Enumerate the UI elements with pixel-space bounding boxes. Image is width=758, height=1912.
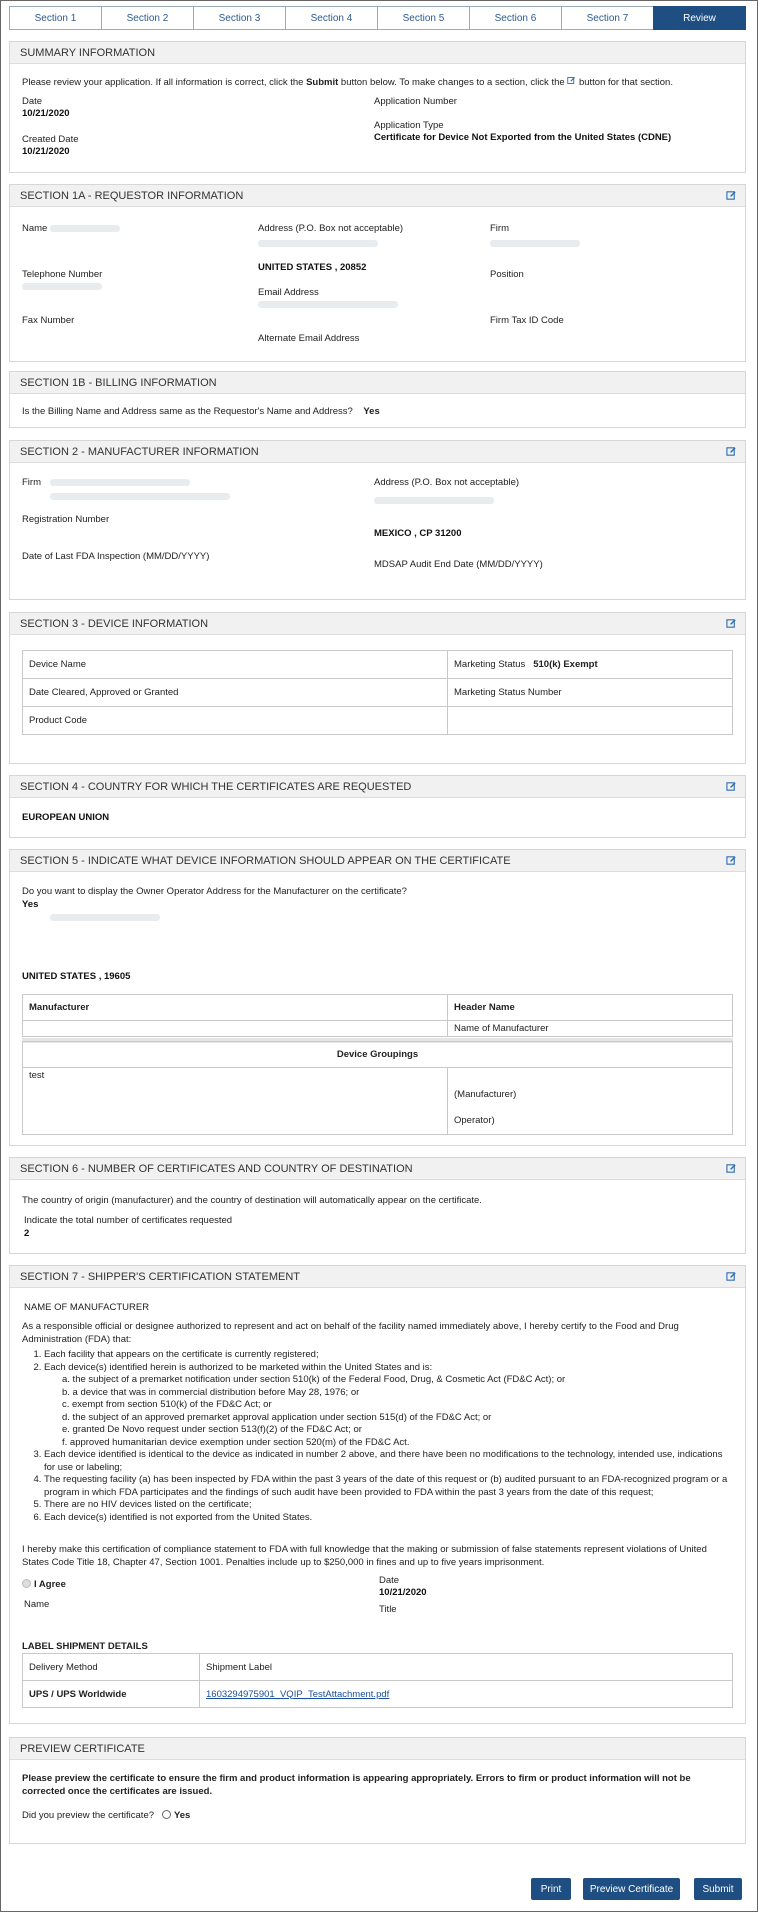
list-item: 4. The requesting facility (a) has been inspected by FDA within the past 3 years of the date of this request or (b) audited pursuant to an FDA-recognized program or a program in which FDA participates and the findings of such audit have been provided to FDA within the past 3 years from the date of this request; [44, 1474, 734, 1499]
date-value: 10/21/2020 [22, 108, 70, 119]
address-label: Address (P.O. Box not acceptable) [374, 477, 520, 488]
operator-label: Operator) [454, 1115, 495, 1126]
created-date-value: 10/21/2020 [22, 146, 70, 157]
shipment-label-header: Shipment Label [200, 1654, 733, 1681]
marketing-status-value: 510(k) Exempt [533, 659, 598, 670]
section-7-panel [9, 1265, 746, 1724]
requestor-location: UNITED STATES , 20852 [258, 262, 367, 273]
sublist [44, 1374, 734, 1449]
print-button[interactable]: Print [531, 1878, 571, 1900]
list-item: 3. Each device identified is identical to the device as indicated in number 2 above, and there have been no modifications to the technology, intended use, indications for use or labeling; [44, 1449, 734, 1474]
country-value: EUROPEAN UNION [22, 812, 110, 823]
certificate-count-label: Indicate the total number of certificates requested [24, 1215, 233, 1226]
preview-yes-radio[interactable] [162, 1810, 171, 1819]
list-item: 6. Each device(s) identified is not exported from the United States. [44, 1512, 734, 1525]
section-1b-title: SECTION 1B - BILLING INFORMATION [10, 372, 745, 394]
manufacturer-header: Manufacturer [23, 995, 448, 1021]
empty-cell [23, 1021, 448, 1037]
section-1a-panel [9, 184, 746, 362]
edit-icon[interactable] [726, 855, 737, 866]
section-6-title: SECTION 6 - NUMBER OF CERTIFICATES AND COUNTRY OF DESTINATION [20, 1162, 413, 1175]
date-cleared-label: Date Cleared, Approved or Granted [23, 679, 448, 707]
section-tabs [9, 6, 746, 30]
tab-section-1[interactable]: Section 1 [9, 6, 101, 30]
table-row [23, 1042, 733, 1068]
group-value: test [23, 1068, 448, 1135]
address-label: Address (P.O. Box not acceptable) [258, 223, 404, 234]
intro-text-a: Please review your application. If all information is correct, click the [22, 77, 307, 88]
preview-panel [9, 1737, 746, 1844]
shipment-table [22, 1653, 733, 1708]
redacted-value [258, 301, 398, 308]
edit-icon[interactable] [726, 1163, 737, 1174]
application-type-label: Application Type [374, 120, 444, 131]
owner-operator-question: Do you want to display the Owner Operator Address for the Manufacturer on the certificate? [22, 886, 407, 897]
edit-icon[interactable] [726, 781, 737, 792]
edit-icon[interactable] [726, 1271, 737, 1282]
title-label: Title [379, 1604, 397, 1615]
table-row [23, 707, 733, 735]
delivery-method-header: Delivery Method [23, 1654, 200, 1681]
submit-button[interactable]: Submit [694, 1878, 742, 1900]
edit-icon[interactable] [726, 446, 737, 457]
alternate-email-label: Alternate Email Address [258, 333, 360, 344]
section-7-title: SECTION 7 - SHIPPER'S CERTIFICATION STATEMENT [20, 1270, 300, 1283]
owner-operator-answer: Yes [22, 899, 39, 910]
preview-yes-label: Yes [173, 1810, 191, 1821]
redacted-value [22, 283, 102, 290]
certification-list [22, 1349, 734, 1524]
tab-section-6[interactable]: Section 6 [469, 6, 561, 30]
section-4-panel [9, 775, 746, 838]
redacted-value [50, 493, 230, 500]
section-2-title: SECTION 2 - MANUFACTURER INFORMATION [20, 445, 259, 458]
table-row [23, 1021, 733, 1037]
date-value: 10/21/2020 [379, 1587, 427, 1598]
redacted-value [50, 914, 160, 921]
group-header-cell [448, 1068, 733, 1135]
date-label: Date [22, 96, 43, 107]
table-row [23, 995, 733, 1021]
redacted-value [50, 479, 190, 486]
table-row [23, 1681, 733, 1708]
tab-section-4[interactable]: Section 4 [285, 6, 377, 30]
sublist-item: c. exempt from section 510(k) of the FD&C Act; or [62, 1399, 272, 1410]
shipment-label-cell [200, 1681, 733, 1708]
agree-label: I Agree [34, 1579, 66, 1590]
certification-statement: I hereby make this certification of compliance statement to FDA with full knowledge that the making or submission of false statements represent violations of United States Code Title 18, Chapter 47, Section 1001. Penalties include up to $250,000 in fines and up to five years imprisonment. [22, 1544, 707, 1568]
manufacturer-paren: (Manufacturer) [454, 1089, 517, 1100]
intro-text-d: button for that section. [576, 77, 673, 88]
device-groupings-table [22, 1041, 733, 1135]
registration-number-label: Registration Number [22, 514, 110, 525]
date-label: Date [379, 1575, 400, 1586]
billing-question-text: Is the Billing Name and Address same as the Requestor's Name and Address? [22, 406, 353, 417]
preview-title: PREVIEW CERTIFICATE [10, 1738, 745, 1760]
header-name-header: Header Name [448, 995, 733, 1021]
list-item [44, 1362, 734, 1450]
preview-warning: Please preview the certificate to ensure the firm and product information is appearing appropriately. Errors to firm or product information will not be corrected once the certificates are issued. [22, 1773, 691, 1797]
section-2-panel [9, 440, 746, 600]
email-label: Email Address [258, 287, 319, 298]
sublist-item: a. the subject of a premarket notification under section 510(k) of the Federal Food, Drug, & Cosmetic Act (FD&C Act); or [62, 1374, 566, 1385]
owner-operator-location: UNITED STATES , 19605 [22, 971, 131, 982]
empty-cell [448, 707, 733, 735]
device-groupings-header: Device Groupings [23, 1042, 733, 1068]
billing-question [22, 406, 380, 419]
tab-section-2[interactable]: Section 2 [101, 6, 193, 30]
preview-certificate-button[interactable]: Preview Certificate [583, 1878, 680, 1900]
last-inspection-label: Date of Last FDA Inspection (MM/DD/YYYY) [22, 551, 210, 562]
edit-icon[interactable] [726, 618, 737, 629]
section-3-title: SECTION 3 - DEVICE INFORMATION [20, 617, 209, 630]
summary-intro [22, 76, 673, 90]
application-type-value: Certificate for Device Not Exported from the United States (CDNE) [374, 132, 672, 143]
marketing-status-number-label: Marketing Status Number [448, 679, 733, 707]
agree-option[interactable] [22, 1579, 66, 1590]
summary-panel [9, 41, 746, 173]
redacted-value [50, 225, 120, 232]
created-date-label: Created Date [22, 134, 79, 145]
device-info-table [22, 650, 733, 735]
tab-section-7[interactable]: Section 7 [561, 6, 653, 30]
intro-submit-word: Submit [306, 77, 339, 88]
billing-answer: Yes [363, 406, 380, 417]
section-5-title: SECTION 5 - INDICATE WHAT DEVICE INFORMATION SHOULD APPEAR ON THE CERTIFICATE [20, 854, 511, 867]
fax-label: Fax Number [22, 315, 75, 326]
telephone-label: Telephone Number [22, 269, 103, 280]
section-4-title: SECTION 4 - COUNTRY FOR WHICH THE CERTIFICATES ARE REQUESTED [20, 780, 412, 793]
redacted-value [374, 497, 494, 504]
tab-section-5[interactable]: Section 5 [377, 6, 469, 30]
table-row [23, 1654, 733, 1681]
tab-section-3[interactable]: Section 3 [193, 6, 285, 30]
section-3-panel [9, 612, 746, 764]
firm-label: Firm [490, 223, 509, 234]
section-1a-title: SECTION 1A - REQUESTOR INFORMATION [20, 189, 244, 202]
tax-id-label: Firm Tax ID Code [490, 315, 564, 326]
position-label: Position [490, 269, 524, 280]
list-item-text: Each device(s) identified herein is authorized to be marketed within the United States and is: [44, 1361, 433, 1373]
label-shipment-title: LABEL SHIPMENT DETAILS [22, 1641, 148, 1652]
section-6-panel [9, 1157, 746, 1254]
application-number-label: Application Number [374, 96, 457, 107]
firm-label: Firm [22, 477, 41, 488]
sublist-item: f. approved humanitarian device exemption under section 520(m) of the FD&C Act. [62, 1436, 410, 1448]
section-5-panel [9, 849, 746, 1146]
section-1b-panel [9, 371, 746, 428]
name-label: Name [24, 1599, 50, 1610]
marketing-status-label: Marketing Status [454, 659, 526, 670]
table-row [23, 679, 733, 707]
tab-review[interactable]: Review [653, 6, 746, 30]
agree-radio[interactable] [22, 1579, 31, 1588]
marketing-status-cell [448, 651, 733, 679]
device-name-label: Device Name [23, 651, 448, 679]
mdsap-label: MDSAP Audit End Date (MM/DD/YYYY) [374, 559, 543, 570]
delivery-method-value: UPS / UPS Worldwide [23, 1681, 200, 1708]
name-label: Name [22, 223, 48, 234]
redacted-value [490, 240, 580, 247]
attachment-link[interactable]: 1603294975901_VQIP_TestAttachment.pdf [206, 1688, 390, 1700]
edit-icon[interactable] [726, 190, 737, 201]
list-item: 1. Each facility that appears on the certificate is currently registered; [44, 1349, 734, 1362]
preview-question: Did you preview the certificate? [22, 1810, 155, 1821]
name-of-manufacturer: NAME OF MANUFACTURER [24, 1302, 150, 1313]
product-code-label: Product Code [23, 707, 448, 735]
preview-question-row [22, 1810, 190, 1821]
manufacturer-table [22, 994, 733, 1037]
manufacturer-location: MEXICO , CP 31200 [374, 528, 462, 539]
sublist-item: d. the subject of an approved premarket approval application under section 515(d) of the FD&C Act; or [62, 1411, 492, 1423]
country-note: The country of origin (manufacturer) and the country of destination will automatically appear on the certificate. [22, 1195, 482, 1206]
certification-intro: As a responsible official or designee authorized to represent and act on behalf of the facility named immediately above, I hereby certify to the Food and Drug Administration (FDA) that: [22, 1321, 679, 1345]
edit-icon [567, 76, 576, 85]
sublist-item: b. a device that was in commercial distribution before May 28, 1976; or [62, 1386, 360, 1398]
table-row [23, 651, 733, 679]
table-row [23, 1068, 733, 1135]
summary-title: SUMMARY INFORMATION [10, 42, 745, 64]
redacted-value [258, 240, 378, 247]
list-item: 5. There are no HIV devices listed on the certificate; [44, 1499, 734, 1512]
intro-text-c: button below. To make changes to a section, click the [338, 77, 568, 88]
sublist-item: e. granted De Novo request under section 513(f)(2) of the FD&C Act; or [62, 1424, 362, 1435]
certificate-count-value: 2 [24, 1228, 30, 1239]
name-of-manufacturer-cell: Name of Manufacturer [448, 1021, 733, 1037]
